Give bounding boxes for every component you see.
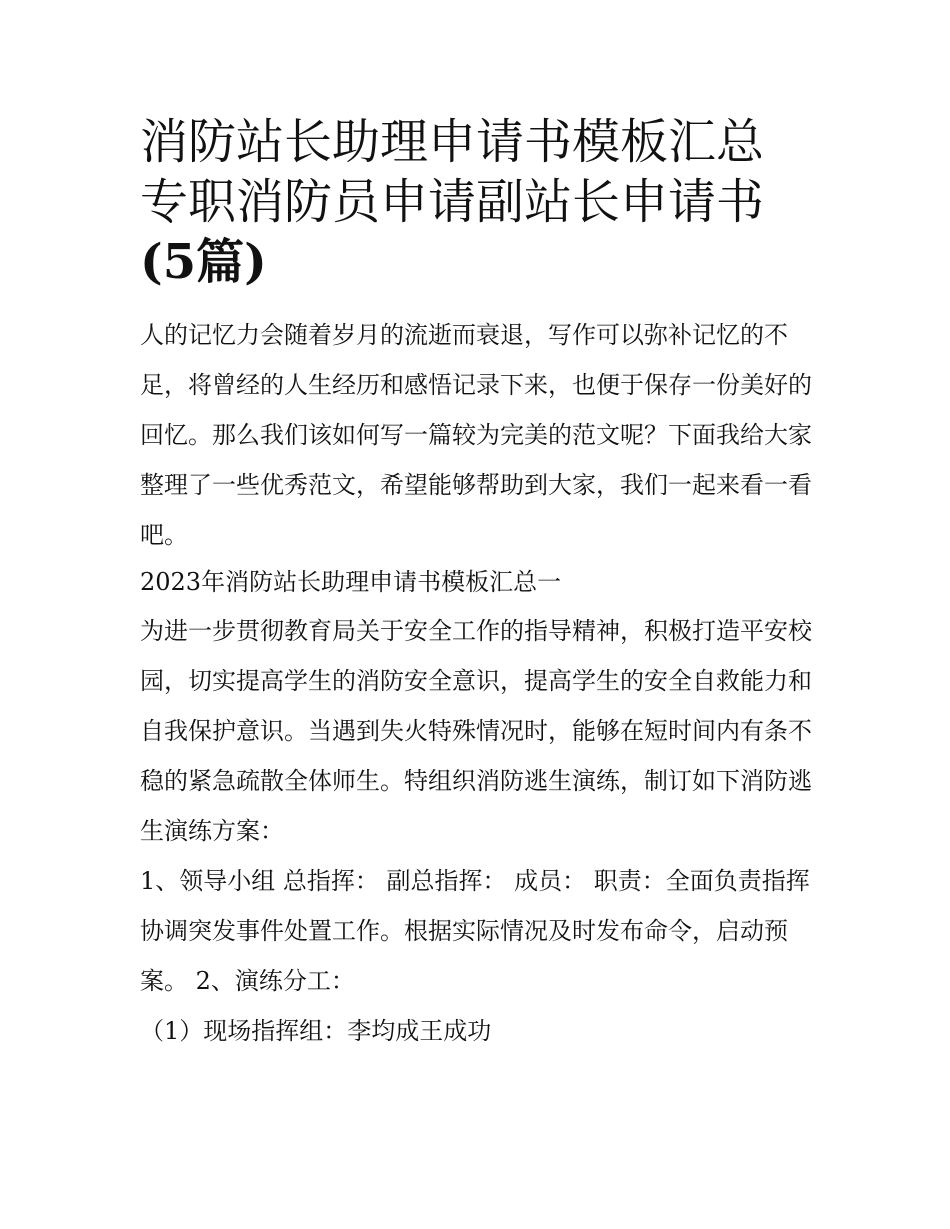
document-title (140, 112, 815, 292)
title-line-3: (5篇) (140, 234, 267, 290)
title-line-2: 专职消防员申请副站长申请书 (140, 174, 765, 230)
intro-paragraph: 人的记忆力会随着岁月的流逝而衰退，写作可以弥补记忆的不足，将曾经的人生经历和感悟记录下来，也便于保存一份美好的回忆。那么我们该如何写一篇较为完美的范文呢？下面我给大家整理了一些优秀范文，希望能够帮助到大家，我们一起来看一看吧。 (140, 321, 812, 549)
sub-item-paragraph: （1）现场指挥组：李均成王成功 (140, 1017, 492, 1045)
section-heading: 2023年消防站长助理申请书模板汇总一 (140, 568, 562, 596)
document-content (140, 112, 815, 1056)
list-paragraph: 1、领导小组 总指挥： 副总指挥： 成员： 职责：全面负责指挥协调突发事件处置工作。根据实际情况及时发布命令，启动预案。 2、演练分工： (140, 867, 810, 995)
body-paragraph: 为进一步贯彻教育局关于安全工作的指导精神，积极打造平安校园，切实提高学生的消防安全意识，提高学生的安全自救能力和自我保护意识。当遇到失火特殊情况时，能够在短时间内有条不稳的紧急疏散全体师生。特组织消防逃生演练，制订如下消防逃生演练方案： (140, 617, 812, 845)
title-line-1: 消防站长助理申请书模板汇总 (140, 114, 765, 170)
